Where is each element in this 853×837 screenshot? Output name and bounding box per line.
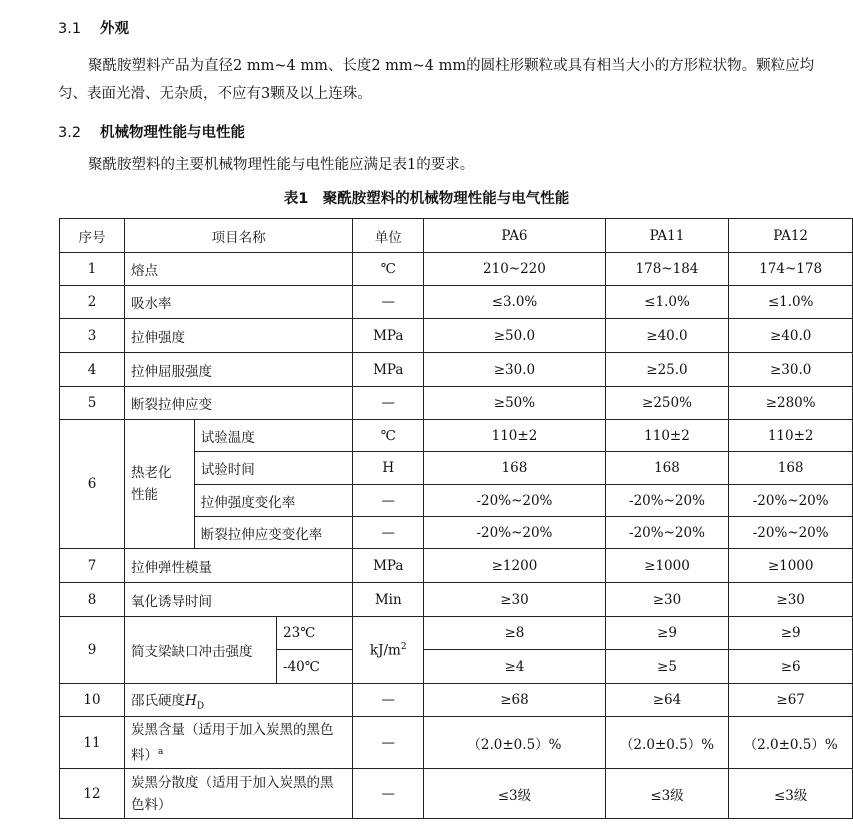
cell-subitem: 试验时间 <box>194 452 353 485</box>
cell-pa6: （2.0±0.5）% <box>424 717 605 769</box>
cell-pa12: 174~178 <box>729 253 853 286</box>
table-row <box>60 583 853 617</box>
cell-pa11: -20%~20% <box>605 517 729 549</box>
table-row <box>60 420 853 452</box>
table-row <box>60 717 853 769</box>
cell-pa6: ≥68 <box>424 684 605 717</box>
cell-pa12: -20%~20% <box>729 517 853 549</box>
cell-seq: 6 <box>60 420 125 549</box>
cell-item <box>125 717 353 769</box>
cell-pa12: ≤1.0% <box>729 286 853 319</box>
cell-pa12: 110±2 <box>729 420 853 452</box>
cell-unit: — <box>353 485 424 517</box>
cell-item: 熔点 <box>125 253 353 286</box>
cell-pa11: 168 <box>605 452 729 485</box>
cell-item: 断裂拉伸应变 <box>125 387 353 420</box>
cell-pa12: ≥30 <box>729 583 853 617</box>
section-title: 外观 <box>100 21 129 37</box>
header-pa11: PA11 <box>605 219 729 253</box>
cell-pa11: -20%~20% <box>605 485 729 517</box>
cell-pa11: 110±2 <box>605 420 729 452</box>
cell-pa6: ≥4 <box>424 650 605 684</box>
cell-seq: 11 <box>60 717 125 769</box>
unit-superscript: 2 <box>400 641 407 652</box>
table-row <box>60 387 853 420</box>
cell-unit: H <box>353 452 424 485</box>
cell-pa11: ≤3级 <box>605 769 729 819</box>
cell-item: 吸水率 <box>125 286 353 319</box>
table-header-row <box>60 219 853 253</box>
cell-unit: ℃ <box>353 253 424 286</box>
cell-pa12: ≥280% <box>729 387 853 420</box>
cell-seq: 7 <box>60 549 125 583</box>
cell-pa12: ≥30.0 <box>729 353 853 387</box>
cell-pa12: ≥1000 <box>729 549 853 583</box>
cell-unit: — <box>353 517 424 549</box>
paragraph-appearance: 聚酰胺塑料产品为直径2 mm~4 mm、长度2 mm~4 mm的圆柱形颗粒或具有相当大小的方形粒状物。颗粒应均匀、表面光滑、无杂质，不应有3颗及以上连珠。 <box>58 58 815 102</box>
header-item: 项目名称 <box>125 219 353 253</box>
cell-seq: 5 <box>60 387 125 420</box>
cell-pa11: （2.0±0.5）% <box>605 717 729 769</box>
cell-unit: MPa <box>353 319 424 353</box>
table-row <box>60 769 853 819</box>
cell-pa11: ≥30 <box>605 583 729 617</box>
cell-item: 简支梁缺口冲击强度 <box>125 617 277 684</box>
section-3-2-heading <box>58 121 245 142</box>
item-subscript: D <box>196 701 205 712</box>
cell-unit: — <box>353 387 424 420</box>
cell-subitem: -40℃ <box>277 650 353 684</box>
cell-pa12: ≥9 <box>729 617 853 650</box>
cell-pa11: ≥5 <box>605 650 729 684</box>
table-caption: 表1 聚酰胺塑料的机械物理性能与电气性能 <box>283 191 570 207</box>
header-pa12: PA12 <box>729 219 853 253</box>
cell-item: 拉伸屈服强度 <box>125 353 353 387</box>
cell-seq: 12 <box>60 769 125 819</box>
table-row <box>60 684 853 717</box>
cell-pa6: ≥1200 <box>424 549 605 583</box>
cell-subitem: 试验温度 <box>194 420 353 452</box>
cell-pa6: -20%~20% <box>424 517 605 549</box>
cell-unit: — <box>353 684 424 717</box>
cell-pa11: ≥9 <box>605 617 729 650</box>
table-row <box>60 549 853 583</box>
cell-pa11: ≤1.0% <box>605 286 729 319</box>
cell-seq: 2 <box>60 286 125 319</box>
cell-pa6: ≥30 <box>424 583 605 617</box>
cell-pa6: ≥50% <box>424 387 605 420</box>
cell-item: 拉伸弹性模量 <box>125 549 353 583</box>
cell-item: 拉伸强度 <box>125 319 353 353</box>
cell-subitem: 拉伸强度变化率 <box>194 485 353 517</box>
cell-pa6: -20%~20% <box>424 485 605 517</box>
footnote-marker: a <box>158 746 164 757</box>
cell-unit: ℃ <box>353 420 424 452</box>
cell-pa12: ≥67 <box>729 684 853 717</box>
cell-subitem: 断裂拉伸应变变化率 <box>194 517 353 549</box>
cell-pa6: 110±2 <box>424 420 605 452</box>
cell-pa6: ≥8 <box>424 617 605 650</box>
properties-table <box>59 218 853 819</box>
cell-unit: — <box>353 769 424 819</box>
cell-pa12: 168 <box>729 452 853 485</box>
cell-item <box>125 684 353 717</box>
item-text: 邵氏硬度 <box>131 692 186 709</box>
cell-pa6: ≥30.0 <box>424 353 605 387</box>
header-pa6: PA6 <box>424 219 605 253</box>
cell-seq: 3 <box>60 319 125 353</box>
cell-pa11: ≥1000 <box>605 549 729 583</box>
table-row <box>60 617 853 650</box>
cell-seq: 8 <box>60 583 125 617</box>
cell-pa6: 168 <box>424 452 605 485</box>
cell-pa11: ≥64 <box>605 684 729 717</box>
cell-pa6: 210~220 <box>424 253 605 286</box>
table-row <box>60 253 853 286</box>
unit-text: kJ/m <box>369 642 401 659</box>
cell-unit: Min <box>353 583 424 617</box>
cell-pa11: ≥40.0 <box>605 319 729 353</box>
cell-pa11: ≥25.0 <box>605 353 729 387</box>
cell-group: 热老化性能 <box>125 420 195 549</box>
cell-seq: 4 <box>60 353 125 387</box>
cell-pa11: ≥250% <box>605 387 729 420</box>
item-symbol: H <box>185 692 197 709</box>
cell-unit: MPa <box>353 549 424 583</box>
cell-seq: 10 <box>60 684 125 717</box>
cell-seq: 1 <box>60 253 125 286</box>
paragraph-performance: 聚酰胺塑料的主要机械物理性能与电性能应满足表1的要求。 <box>88 157 475 173</box>
section-title: 机械物理性能与电性能 <box>100 125 245 141</box>
cell-pa6: ≤3级 <box>424 769 605 819</box>
section-number: 3.1 <box>58 21 82 37</box>
cell-pa12: ≥40.0 <box>729 319 853 353</box>
table-row <box>60 319 853 353</box>
item-text: 炭黑含量（适用于加入炭黑的黑色料） <box>131 721 334 764</box>
cell-unit <box>353 617 424 684</box>
cell-unit: — <box>353 286 424 319</box>
cell-pa11: 178~184 <box>605 253 729 286</box>
table-row <box>60 286 853 319</box>
cell-subitem: 23℃ <box>277 617 353 650</box>
table-row <box>60 353 853 387</box>
cell-item: 炭黑分散度（适用于加入炭黑的黑色料） <box>125 769 353 819</box>
section-3-1-heading <box>58 17 129 38</box>
cell-pa12: ≥6 <box>729 650 853 684</box>
cell-unit: — <box>353 717 424 769</box>
cell-pa6: ≤3.0% <box>424 286 605 319</box>
cell-pa6: ≥50.0 <box>424 319 605 353</box>
cell-item: 氧化诱导时间 <box>125 583 353 617</box>
cell-unit: MPa <box>353 353 424 387</box>
cell-seq: 9 <box>60 617 125 684</box>
cell-pa12: -20%~20% <box>729 485 853 517</box>
header-seq: 序号 <box>60 219 125 253</box>
cell-pa12: （2.0±0.5）% <box>729 717 853 769</box>
header-unit: 单位 <box>353 219 424 253</box>
section-number: 3.2 <box>58 125 82 141</box>
cell-pa12: ≤3级 <box>729 769 853 819</box>
